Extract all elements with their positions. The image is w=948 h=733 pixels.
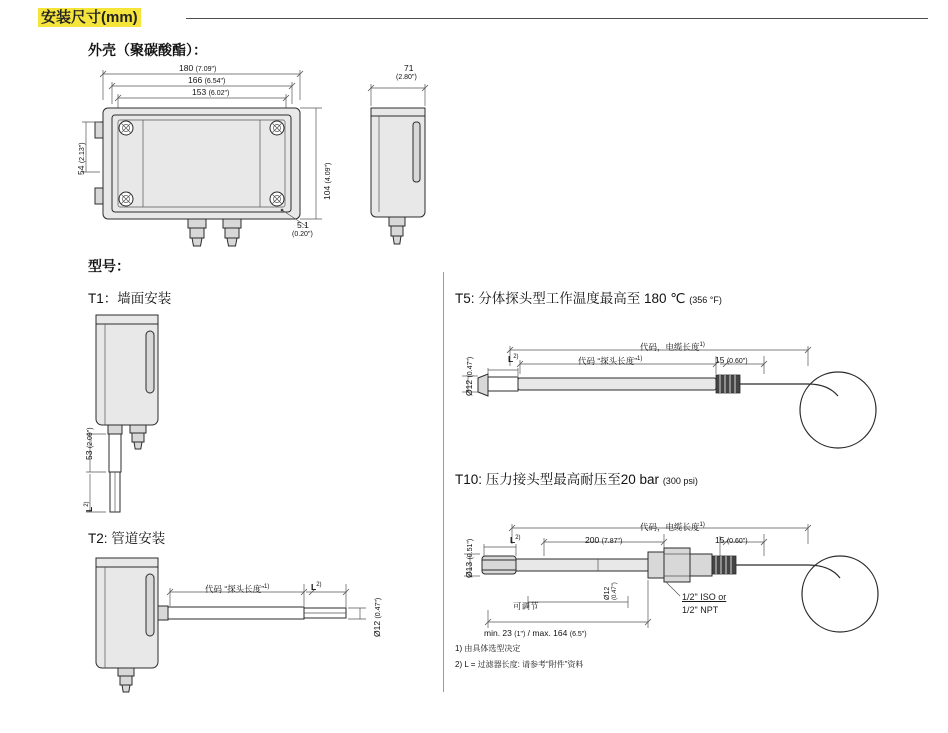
t5-cable-code: 代码，电缆长度$^{1)}$	[640, 342, 705, 352]
t10-dim-200: 200 (7.87")	[585, 535, 623, 545]
footnote-1: 1) 由具体选型决定	[455, 644, 521, 653]
t2-probe-code: 代码 “探头长度”$^{1)}$	[205, 584, 270, 594]
t10-dim-15: 15 (0.60")	[715, 535, 748, 545]
section-header	[38, 8, 928, 34]
t10-cable-code: 代码，电缆长度$^{1)}$	[640, 522, 705, 532]
dim-71: 71	[404, 63, 414, 73]
t10-dim-dia12: Ø12 (0.47")	[604, 582, 618, 600]
t10-thread-iso: 1/2" ISO or	[682, 592, 727, 602]
dim-54: 54 (2.13")	[76, 142, 86, 175]
dim-180: 180 (7.09")	[179, 63, 217, 73]
header-rule	[186, 18, 928, 19]
model-t2-label: T2: 管道安装	[88, 531, 166, 546]
t2-drawing	[60, 548, 400, 698]
t5-dim-15: 15 (0.60")	[715, 355, 748, 365]
dim-51-inch: (0.20")	[292, 231, 313, 238]
page-title: 安装尺寸(mm)	[38, 8, 141, 27]
t1-dim-L: $L^{2)}$	[84, 501, 94, 512]
housing-heading: 外壳（聚碳酸酯）：	[88, 42, 207, 58]
dim-71-inch: (2.80")	[396, 74, 417, 81]
dim-166: 166 (6.54")	[188, 75, 226, 85]
models-heading: 型号：	[88, 258, 130, 274]
dim-104: 104 (4.09")	[322, 162, 332, 200]
t1-dim-53: 53 (2.09")	[84, 427, 94, 460]
model-t10-label: T10: 压力接头型最高耐压至20 bar (300 psi)	[455, 472, 698, 487]
model-t5-label: T5: 分体探头型工作温度最高至 180 ℃ (356 °F)	[455, 291, 722, 306]
t1-drawing	[60, 305, 280, 520]
t10-adjust-label: 可调节	[513, 601, 539, 611]
column-divider	[443, 272, 444, 692]
t10-dim-dia13: Ø13 (0.51")	[464, 538, 474, 578]
t5-dim-dia12: Ø12 (0.47")	[464, 356, 474, 396]
model-t1-label: T1：墙面安装	[88, 291, 172, 306]
footnote-2: 2) L = 过滤器长度: 请参考“附件”资料	[455, 660, 584, 669]
dim-153: 153 (6.02")	[192, 87, 230, 97]
t2-dim-L: $L^{2)}$	[311, 582, 322, 592]
housing-side-drawing	[355, 60, 465, 250]
t5-dim-L: $L^{2)}$	[508, 354, 519, 364]
t10-thread-npt: 1/2" NPT	[682, 605, 719, 615]
dim-51: 5.1	[297, 220, 309, 230]
t2-dim-dia12: Ø12 (0.47")	[372, 597, 382, 637]
t5-probe-code: 代码 “探头长度”$^{1)}$	[578, 356, 643, 366]
t10-dim-L: $L^{2)}$	[510, 535, 521, 545]
t10-minmax: min. 23 (1") / max. 164 (6.5")	[484, 628, 587, 638]
